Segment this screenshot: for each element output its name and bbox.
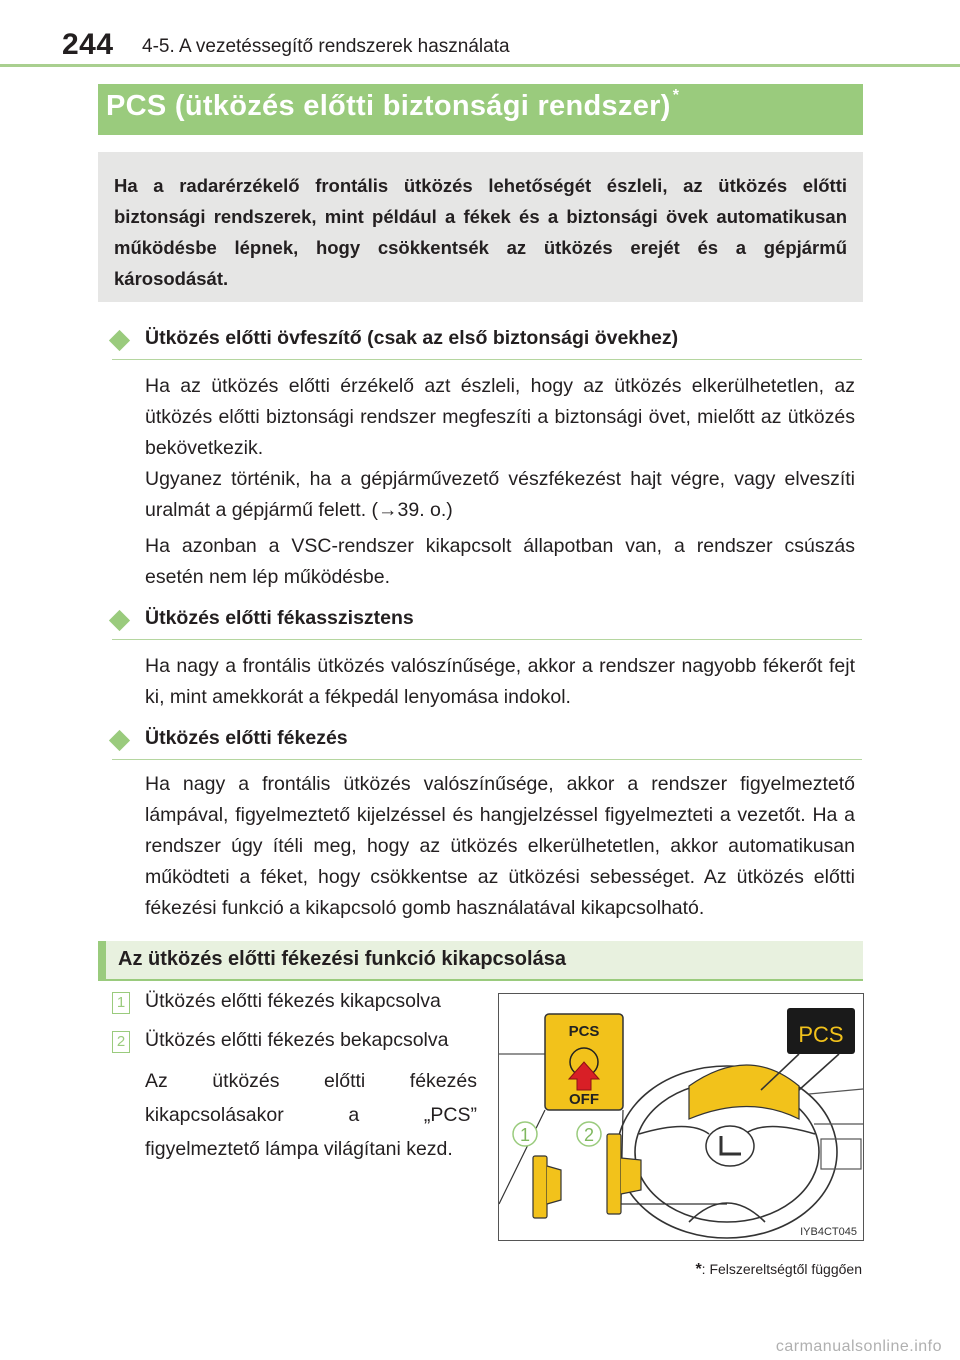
page-header xyxy=(62,28,960,68)
dashboard-illustration xyxy=(499,994,863,1240)
feature-heading-text: Ütközés előtti övfeszítő (csak az első biztonsági övekhez) xyxy=(145,327,679,349)
intro-text: Ha a radarérzékelő frontális ütközés lehetőségét észleli, az ütközés előtti biztonsági rendszerek, mint például a fékek és a biztonsági övek automatikusan működésbe lépnek, hogy csökkentsék az ütközés erejét és a gépjármű károsodását. xyxy=(114,175,847,289)
switch-section-bar xyxy=(98,941,863,981)
page-title xyxy=(106,87,680,123)
section-title: 4-5. A vezetéssegítő rendszerek használata xyxy=(142,36,510,57)
feature-heading-brake-assist xyxy=(112,607,862,640)
callout-1 xyxy=(513,1122,537,1146)
title-bar xyxy=(98,84,863,135)
switch-note: Az ütközés előtti fékezés kikapcsolásakor a „PCS” figyelmeztető lámpa világítani kezd. xyxy=(145,1070,477,1160)
meter-cluster-highlight xyxy=(689,1065,799,1119)
item-number-1: 1 xyxy=(112,992,130,1014)
figure-code: IYB4CT045 xyxy=(800,1226,857,1238)
pcs-indicator-icon xyxy=(761,1008,855,1090)
section-bar-accent xyxy=(98,941,106,981)
button-bottom-label: OFF xyxy=(569,1091,599,1108)
pcs-indicator-label: PCS xyxy=(798,1022,844,1047)
footnote-star: * xyxy=(695,1261,702,1278)
feature-paragraph: Ha nagy a frontális ütközés valószínűsége, akkor a rendszer figyelmeztető lámpával, figyelmeztető kijelzéssel és hangjelzéssel figyelmezteti a vezetőt. Ha a rendszer úgy ítéli meg, hogy az ütközés elkerülhetetlen, akkor automatikusan működteti a féket, hogy csökkentse az ütközési sebességet. Az ütközés előtti fékezési funkció a kikapcsoló gomb használatával kikapcsolható. xyxy=(145,773,855,919)
callout-2 xyxy=(577,1122,601,1146)
dashboard-figure xyxy=(498,993,864,1241)
feature-heading-text: Ütközés előtti fékasszisztens xyxy=(145,607,414,629)
pcs-off-button-icon xyxy=(545,1014,623,1110)
title-star: * xyxy=(672,87,680,104)
item-text-1: Ütközés előtti fékezés kikapcsolva xyxy=(145,990,441,1012)
switch-state-1-icon xyxy=(533,1156,561,1218)
feature-paragraph: Ugyanez történik, ha a gépjárművezető vészfékezést hajt végre, vagy elveszíti uralmát a gépjármű felett. (→39. o.) xyxy=(145,468,855,521)
footnote xyxy=(695,1261,862,1279)
diamond-icon xyxy=(109,330,130,351)
callout-1-label: 1 xyxy=(519,1125,531,1145)
footnote-text: : Felszereltségtől függően xyxy=(701,1261,862,1277)
feature-paragraph: Ha azonban a VSC-rendszer kikapcsolt állapotban van, a rendszer csúszás esetén nem lép működésbe. xyxy=(145,535,855,588)
button-top-label: PCS xyxy=(568,1023,600,1040)
feature-paragraph: Ha az ütközés előtti érzékelő azt észleli, hogy az ütközés elkerülhetetlen, az ütközés előtti biztonsági rendszer megfeszíti a biztonsági övet, mielőtt az ütközés bekövetkezik. xyxy=(145,375,855,459)
item-text-2: Ütközés előtti fékezés bekapcsolva xyxy=(145,1029,449,1051)
feature-heading-braking xyxy=(112,727,862,760)
item-number-2: 2 xyxy=(112,1031,130,1053)
diamond-icon xyxy=(109,730,130,751)
watermark: carmanualsonline.info xyxy=(775,1338,942,1355)
feature-paragraph: Ha nagy a frontális ütközés valószínűsége, akkor a rendszer nagyobb fékerőt fejt ki, mint amekkorát a fékpedál lenyomása indokol. xyxy=(145,655,855,708)
page-title-text: PCS (ütközés előtti biztonsági rendszer) xyxy=(106,90,671,122)
switch-section-heading: Az ütközés előtti fékezési funkció kikapcsolása xyxy=(118,948,566,970)
page-number: 244 xyxy=(62,28,114,61)
diamond-icon xyxy=(109,610,130,631)
header-rule xyxy=(0,64,960,67)
callout-2-label: 2 xyxy=(583,1125,595,1145)
lexus-emblem-icon xyxy=(706,1126,754,1166)
section-bar-line xyxy=(98,979,863,981)
intro-box xyxy=(98,152,863,302)
feature-heading-text: Ütközés előtti fékezés xyxy=(145,727,348,749)
feature-heading-seatbelt xyxy=(112,327,862,360)
